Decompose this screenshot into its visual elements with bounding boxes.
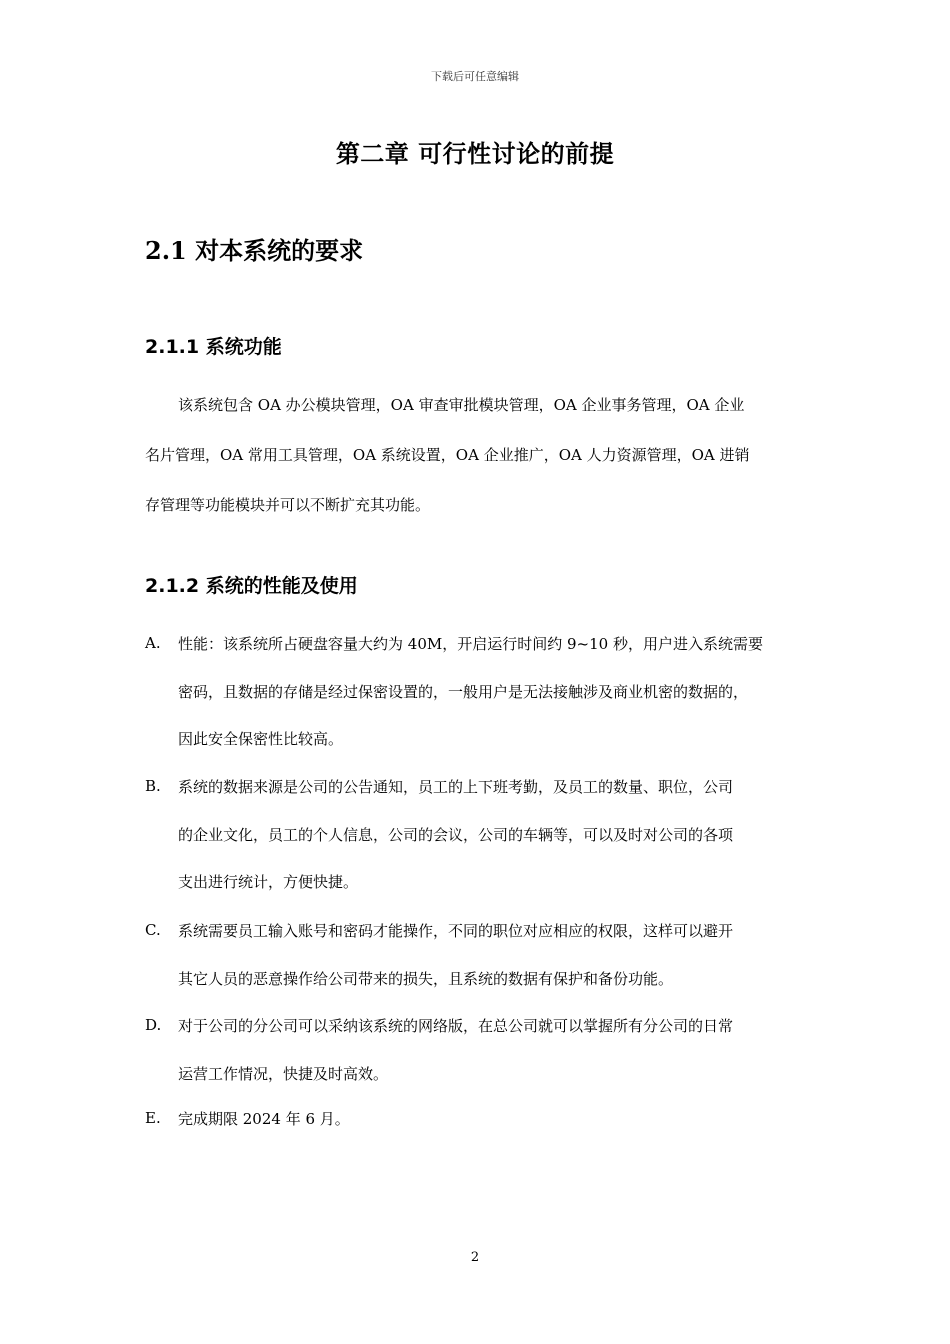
list-item-line: 其它人员的恶意操作给公司带来的损失，且系统的数据有保护和备份功能。	[178, 969, 674, 988]
chapter-title: 第二章 可行性讨论的前提	[335, 140, 615, 168]
header-note: 下载后可任意编辑	[431, 70, 519, 83]
paragraph-line: 存管理等功能模块并可以不断扩充其功能。	[145, 496, 431, 514]
list-item-line: 支出进行统计，方便快捷。	[178, 873, 359, 892]
list-item-line: 因此安全保密性比较高。	[178, 730, 344, 749]
list-item-line: 完成期限 2024 年 6 月。	[178, 1110, 350, 1128]
list-marker: D.	[145, 1016, 162, 1034]
list-marker: B.	[145, 777, 161, 795]
list-item-line: 系统需要员工输入账号和密码才能操作，不同的职位对应相应的权限，这样可以避开	[178, 922, 734, 940]
section-heading-2-1-2: 2.1.2 系统的性能及使用	[145, 575, 358, 597]
list-item-line: 的企业文化，员工的个人信息，公司的会议，公司的车辆等，可以及时对公司的各项	[178, 825, 734, 844]
paragraph-line: 该系统包含 OA 办公模块管理，OA 审查审批模块管理，OA 企业事务管理，OA 企业	[178, 396, 745, 414]
section-heading-2-1-1: 2.1.1 系统功能	[145, 336, 282, 358]
list-marker: E.	[145, 1109, 161, 1127]
list-marker: A.	[145, 634, 161, 652]
list-item-line: 系统的数据来源是公司的公告通知，员工的上下班考勤，及员工的数量、职位，公司	[178, 778, 734, 796]
list-marker: C.	[145, 921, 161, 939]
list-item-line: 性能：该系统所占硬盘容量大约为 40M，开启运行时间约 9~10 秒，用户进入系统需要	[178, 635, 763, 653]
list-item-line: 密码，且数据的存储是经过保密设置的，一般用户是无法接触涉及商业机密的数据的，	[178, 682, 749, 701]
page-number: 2	[470, 1250, 480, 1265]
list-item-line: 对于公司的分公司可以采纳该系统的网络版，在总公司就可以掌握所有分公司的日常	[178, 1017, 734, 1035]
paragraph-line: 名片管理，OA 常用工具管理，OA 系统设置，OA 企业推广，OA 人力资源管理，OA 进销	[145, 446, 750, 464]
list-item-line: 运营工作情况，快捷及时高效。	[178, 1064, 389, 1083]
section-heading-2-1: 2.1 对本系统的要求	[145, 236, 364, 265]
system-function-paragraph	[145, 380, 810, 530]
